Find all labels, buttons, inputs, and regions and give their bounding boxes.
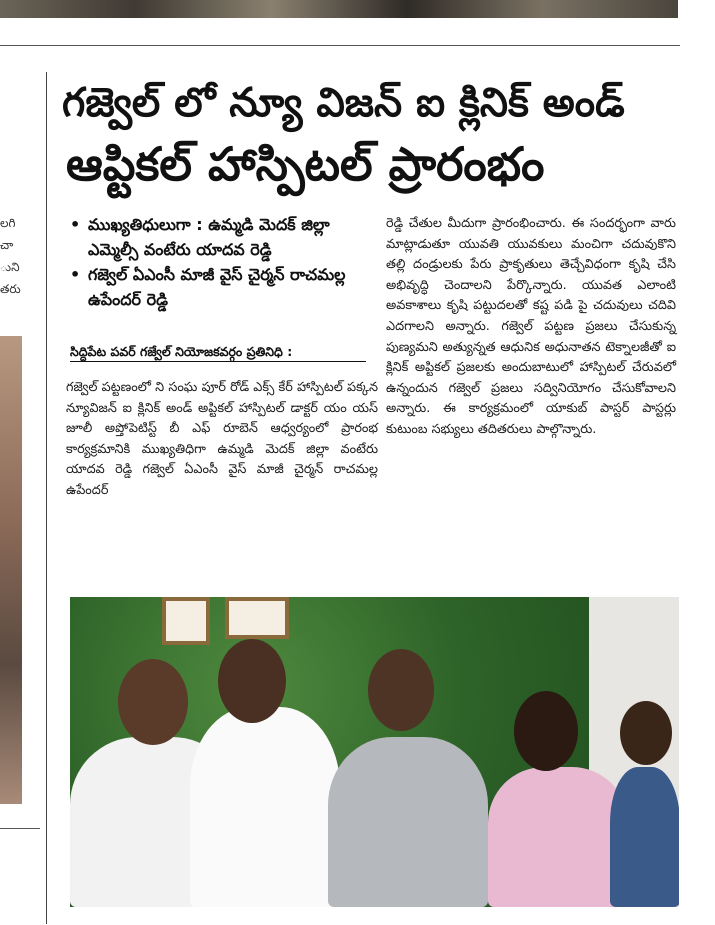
- top-photo-strip: [0, 0, 678, 18]
- bullet-item: [66, 262, 376, 312]
- column-divider: [46, 72, 47, 924]
- person-4: [488, 767, 628, 907]
- person-head: [368, 649, 434, 731]
- bullet-dot-icon: •: [70, 215, 81, 234]
- bullet-text: గజ్వెల్ ఏఎంసీ మాజీ వైస్ చైర్మన్ రాచమల్ల ఉపేందర్ రెడ్డి: [88, 265, 346, 309]
- person-head: [514, 691, 578, 771]
- person-head: [218, 639, 286, 723]
- person-5: [610, 767, 679, 907]
- top-divider: [0, 45, 680, 46]
- fragment-line: ుని: [0, 260, 20, 274]
- left-photo-fragment: [0, 336, 22, 804]
- bullet-text: ముఖ్యతిధులుగా : ఉమ్మడి మెదక్ జిల్లా ఎమ్మెల్సీ వంటేరు యాదవ రెడ్డి: [88, 215, 330, 259]
- highlight-bullets: [66, 212, 376, 312]
- article-column-2: [386, 214, 676, 441]
- event-photo: [70, 597, 679, 907]
- bullet-dot-icon: •: [70, 265, 81, 284]
- person-head: [118, 659, 188, 745]
- person-2: [190, 707, 340, 907]
- article-text-1: గజ్వెల్ పట్టణంలో ని సంఘ పూర్ రోడ్ ఎక్స్ కేర్ హాస్పిటల్ పక్కన న్యూవిజన్ ఐ క్లినిక్ అండ్ అప్టికల్ హాస్పిటల్ డాక్టర్ యం యస్ జూలీ అప్తోపెటిస్ట్ బీ ఎఫ్ రూబెన్ ఆధ్వర్యంలో ప్రారంభ కార్యక్రమానికి ముఖ్యతిధిగా ఉమ్మడి మెదక్ జిల్లా వంటేరు యాదవ రెడ్డి గజ్వెల్ ఏఎంసీ వైస్ మాజీ చైర్మన్ రాచమల్ల ఉపేందర్: [66, 380, 378, 498]
- fragment-line: లగి: [0, 216, 16, 230]
- left-column-fragment: [0, 212, 28, 300]
- byline: సిద్దిపేట పవర్ గజ్వేల్ నియోజకవర్గం ప్రతినిధి :: [70, 343, 366, 362]
- certificate-frame: [225, 597, 289, 639]
- fragment-line: చా: [0, 238, 14, 252]
- headline-line-1: గజ్వెల్ లో న్యూ విజన్ ఐ క్లినిక్ అండ్: [62, 80, 625, 126]
- certificate-frame: [162, 597, 210, 645]
- article-text-2: రెడ్డి చేతుల మీదుగా ప్రారంభించారు. ఈ సందర్భంగా వారు మాట్లాడుతూ యువతి యువకులు మంచిగా చదువుకొని తల్లి దండ్రులకు పేరు ప్రాకృతులు తెచ్చేవిధంగా కృషి చేసి అభివృద్ధి చెందాలని పేర్కొన్నారు. యువత ఎలాంటి అవకాశాలు కృషి పట్టుదలతో కష్ట పడి పై చదువులు చదివి ఎదగాలని అన్నారు. గజ్వెల్ పట్టణ ప్రజలు చేసుకున్న పుణ్యమని అత్యున్నత ఆధునిక అధునాతన టెక్నాలజీతో ఐ క్లినిక్ అప్టికల్ ప్రజలకు అందుబాటులో హాస్పిటల్ చేరువలో ఉన్నందున గజ్వెల్ ప్రజలు సద్వినియోగం చేసుకోవాలని అన్నారు. ఈ కార్యక్రమంలో యాకుబ్ పాస్టర్ పాస్టర్లు కుటుంబ సభ్యులు తదితరులు పాల్గొన్నారు.: [386, 216, 676, 437]
- left-divider: [0, 828, 40, 829]
- fragment-line: తరు: [0, 282, 21, 296]
- person-3: [328, 737, 488, 907]
- person-head: [620, 701, 672, 765]
- headline-line-2: ఆప్టికల్ హాస్పిటల్ ప్రారంభం: [66, 137, 545, 191]
- article-column-1: [66, 378, 378, 502]
- bullet-item: [66, 212, 376, 262]
